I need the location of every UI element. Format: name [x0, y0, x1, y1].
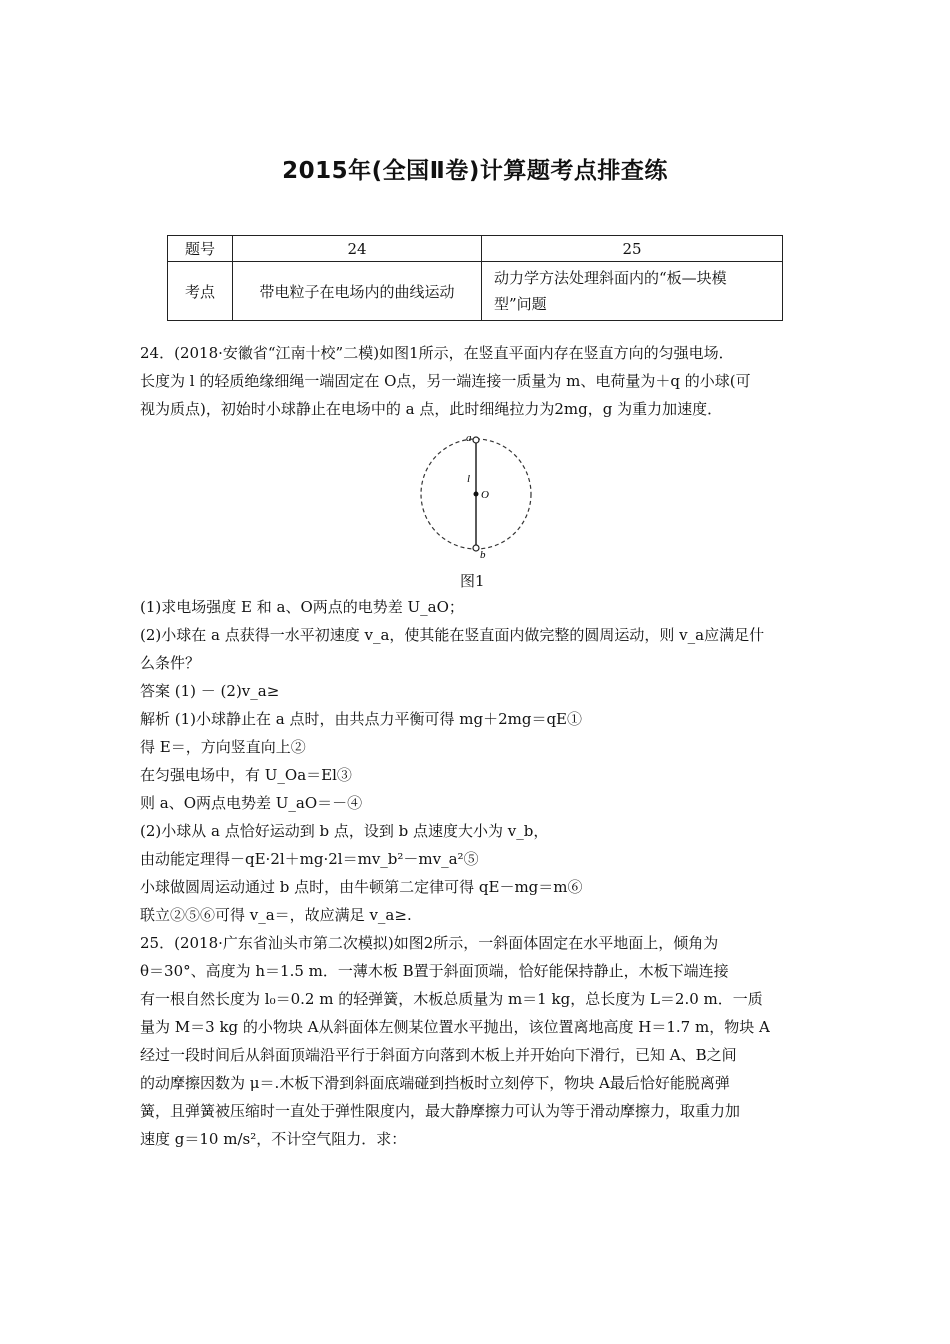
ball-a — [473, 437, 479, 443]
label-o: O — [481, 489, 489, 501]
table-cell-head-label: 题号 — [168, 236, 233, 262]
text-line: (1)求电场强度 E 和 a、O两点的电势差 U_aO； — [140, 598, 464, 616]
text-line: 速度 g＝10 m/s²，不计空气阻力．求： — [140, 1130, 407, 1148]
text-line: 长度为 l 的轻质绝缘细绳一端固定在 O点，另一端连接一质量为 m、电荷量为＋q 的小球(可 — [140, 372, 751, 390]
text-line: 视为质点)，初始时小球静止在电场中的 a 点，此时细绳拉力为2mg，g 为重力加速度． — [140, 400, 723, 418]
text-line: 由动能定理得－qE·2l＋mg·2l＝mv_b²－mv_a²⑤ — [140, 850, 479, 868]
figure-1-circle-diagram — [416, 432, 536, 562]
table-row — [168, 262, 783, 321]
label-a: a — [466, 432, 472, 444]
table-row — [168, 236, 783, 262]
topic-table — [167, 235, 783, 321]
text-line: 在匀强电场中，有 U_Oa＝El③ — [140, 766, 352, 784]
answer-line: 答案 (1) － (2)v_a≥ — [140, 682, 280, 700]
text-line: 25．(2018·广东省汕头市第二次模拟)如图2所示，一斜面体固定在水平地面上，倾角为 — [140, 934, 719, 952]
table-cell-row-label: 考点 — [168, 262, 233, 321]
topic25-line1: 动力学方法处理斜面内的“板—块模 — [494, 269, 727, 287]
text-line: (2)小球在 a 点获得一水平初速度 v_a，使其能在竖直面内做完整的圆周运动，则 v_a应满足什 — [140, 626, 765, 644]
table-cell-topic24: 带电粒子在电场内的曲线运动 — [233, 262, 482, 321]
table-cell-topic25 — [482, 262, 783, 321]
table-cell-q24: 24 — [233, 236, 482, 262]
text-line: 联立②⑤⑥可得 v_a＝，故应满足 v_a≥. — [140, 906, 412, 924]
figure-caption: 图1 — [460, 572, 485, 590]
text-line: 24．(2018·安徽省“江南十校”二模)如图1所示，在竖直平面内存在竖直方向的匀强电场． — [140, 344, 734, 362]
table-cell-q25: 25 — [482, 236, 783, 262]
text-line: 簧，且弹簧被压缩时一直处于弹性限度内，最大静摩擦力可认为等于滑动摩擦力，取重力加 — [140, 1102, 741, 1120]
label-b: b — [480, 549, 486, 561]
text-line: 则 a、O两点电势差 U_aO＝－④ — [140, 794, 363, 812]
text-line: 么条件？ — [140, 654, 201, 672]
text-line: 得 E＝，方向竖直向上② — [140, 738, 306, 756]
text-line: 有一根自然长度为 l₀＝0.2 m 的轻弹簧，木板总质量为 m＝1 kg，总长度为 L＝2.0 m．一质 — [140, 990, 763, 1008]
text-line: (2)小球从 a 点恰好运动到 b 点，设到 b 点速度大小为 v_b， — [140, 822, 549, 840]
text-line: θ＝30°、高度为 h＝1.5 m．一薄木板 B置于斜面顶端，恰好能保持静止，木板下端连接 — [140, 962, 729, 980]
center-o-dot — [474, 492, 479, 497]
label-l: l — [467, 473, 471, 485]
topic25-line2: 型”问题 — [494, 295, 547, 313]
text-line: 量为 M＝3 kg 的小物块 A从斜面体左侧某位置水平抛出，该位置离地高度 H＝1.7 m，物块 A — [140, 1018, 770, 1036]
text-line: 的动摩擦因数为 μ＝.木板下滑到斜面底端碰到挡板时立刻停下，物块 A最后恰好能脱离弹 — [140, 1074, 730, 1092]
text-line: 解析 (1)小球静止在 a 点时，由共点力平衡可得 mg＋2mg＝qE① — [140, 710, 583, 728]
ball-b — [473, 545, 479, 551]
page-title: 2015年(全国Ⅱ卷)计算题考点排查练 — [282, 158, 668, 184]
text-line: 小球做圆周运动通过 b 点时，由牛顿第二定律可得 qE－mg＝m⑥ — [140, 878, 583, 896]
text-line: 经过一段时间后从斜面顶端沿平行于斜面方向落到木板上并开始向下滑行，已知 A、B之间 — [140, 1046, 737, 1064]
